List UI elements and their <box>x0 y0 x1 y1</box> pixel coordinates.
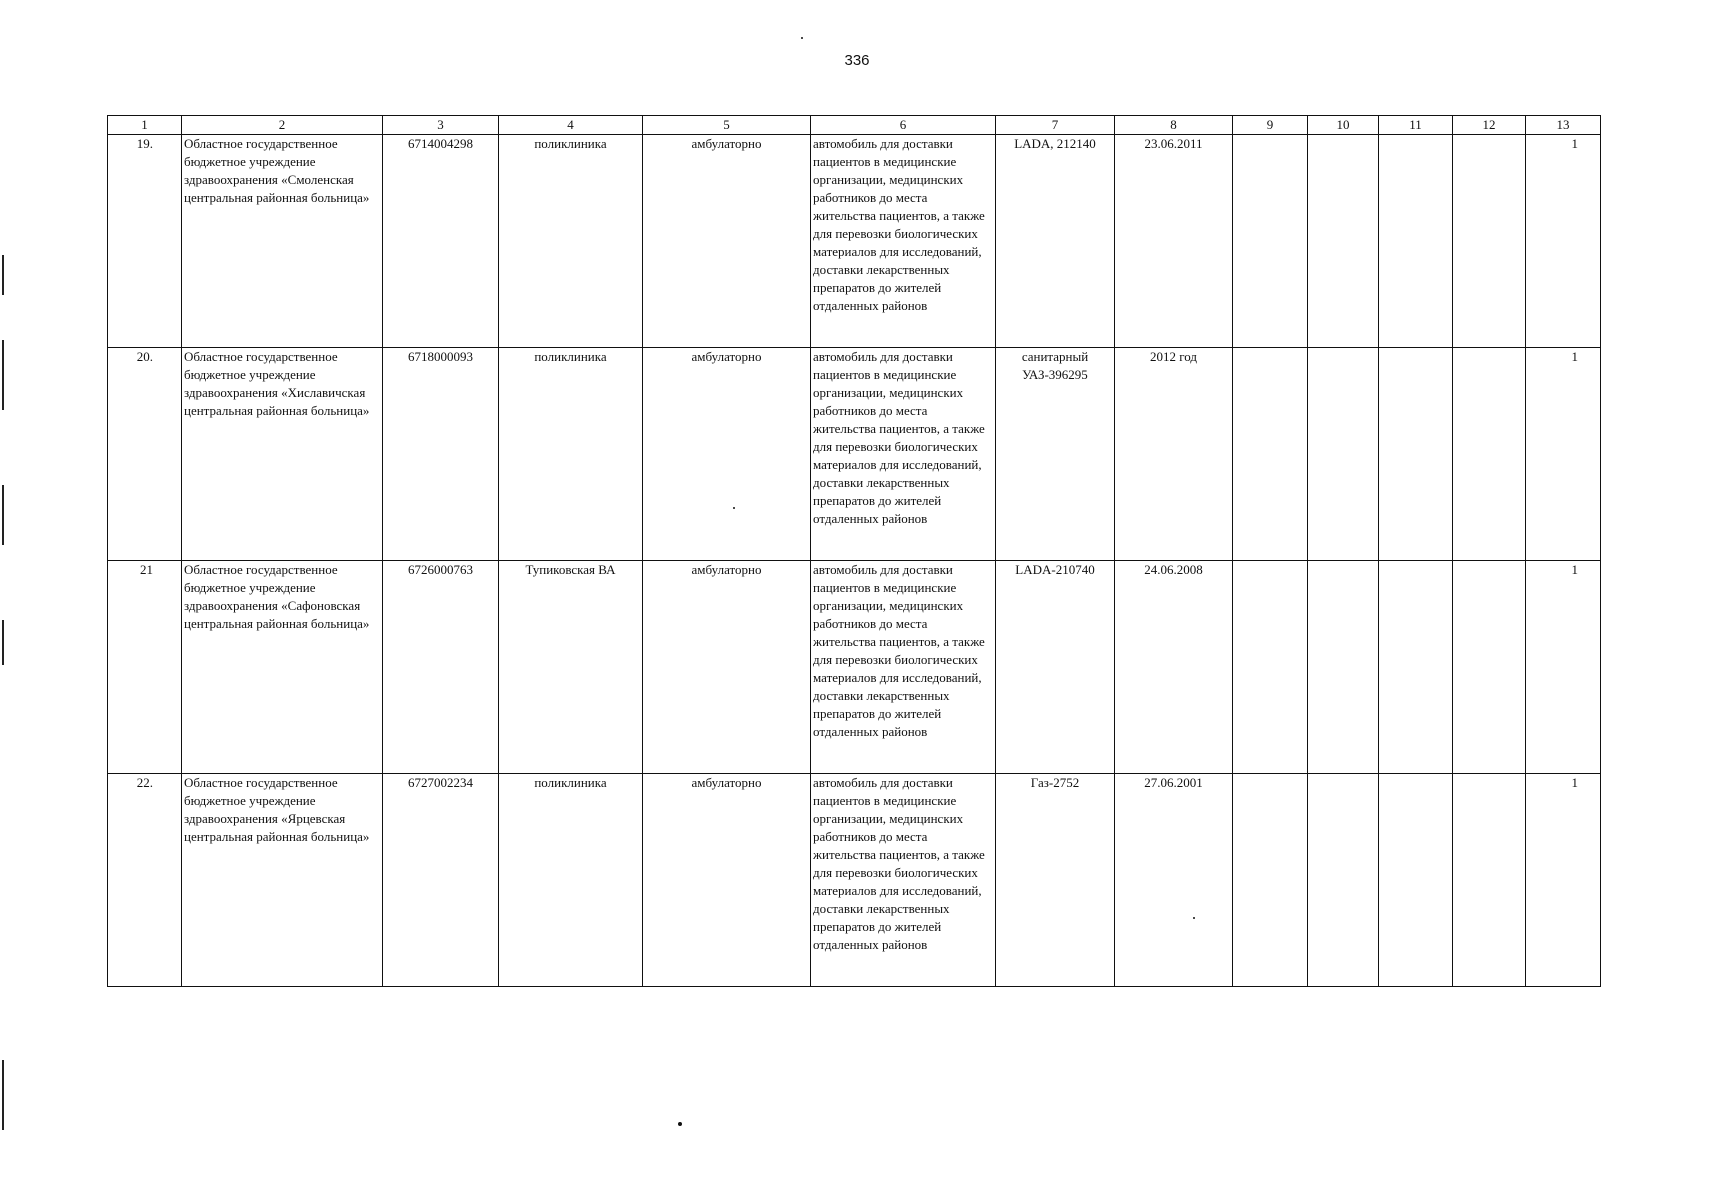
vehicle-count: 1 <box>1526 561 1601 774</box>
scan-edge-mark <box>2 340 4 410</box>
inn-code: 6718000093 <box>383 348 499 561</box>
column-header-10: 10 <box>1308 116 1379 135</box>
column-header-2: 2 <box>182 116 383 135</box>
vehicle-model: LADA, 212140 <box>996 135 1115 348</box>
unit-type: Тупиковская ВА <box>499 561 643 774</box>
column-10-cell <box>1308 348 1379 561</box>
unit-type: поликлиника <box>499 774 643 987</box>
scan-speck <box>678 1122 682 1126</box>
column-11-cell <box>1379 348 1453 561</box>
organization-name: Областное государственное бюджетное учреждение здравоохранения «Сафоновская центральная районная больница» <box>182 561 383 774</box>
scan-edge-mark <box>2 485 4 545</box>
column-12-cell <box>1453 348 1526 561</box>
vehicle-model: LADA-210740 <box>996 561 1115 774</box>
service-mode: амбулаторно <box>643 348 811 561</box>
inn-code: 6727002234 <box>383 774 499 987</box>
vehicle-purpose: автомобиль для доставки пациентов в медицинские организации, медицинских работников до места жительства пациентов, а также для перевозки биологических материалов для исследований, доставки лекарственных препаратов до жителей отдаленных районов <box>811 561 996 774</box>
inn-code: 6726000763 <box>383 561 499 774</box>
organization-name: Областное государственное бюджетное учреждение здравоохранения «Хиславичская центральная районная больница» <box>182 348 383 561</box>
scan-edge-mark <box>2 255 4 295</box>
unit-type: поликлиника <box>499 348 643 561</box>
organization-name: Областное государственное бюджетное учреждение здравоохранения «Ярцевская центральная районная больница» <box>182 774 383 987</box>
column-header-8: 8 <box>1115 116 1233 135</box>
column-header-5: 5 <box>643 116 811 135</box>
column-header-12: 12 <box>1453 116 1526 135</box>
table-row <box>108 135 1601 348</box>
vehicle-model: санитарный УАЗ-396295 <box>996 348 1115 561</box>
service-mode: амбулаторно <box>643 774 811 987</box>
scan-speck <box>801 37 803 39</box>
row-number: 19. <box>108 135 182 348</box>
column-header-13: 13 <box>1526 116 1601 135</box>
table-row <box>108 774 1601 987</box>
inn-code: 6714004298 <box>383 135 499 348</box>
column-header-7: 7 <box>996 116 1115 135</box>
column-9-cell <box>1233 135 1308 348</box>
column-10-cell <box>1308 561 1379 774</box>
vehicle-date: 24.06.2008 <box>1115 561 1233 774</box>
organization-name: Областное государственное бюджетное учреждение здравоохранения «Смоленская центральная районная больница» <box>182 135 383 348</box>
column-header-1: 1 <box>108 116 182 135</box>
column-10-cell <box>1308 135 1379 348</box>
vehicle-purpose: автомобиль для доставки пациентов в медицинские организации, медицинских работников до места жительства пациентов, а также для перевозки биологических материалов для исследований, доставки лекарственных препаратов до жителей отдаленных районов <box>811 774 996 987</box>
column-12-cell <box>1453 774 1526 987</box>
row-number: 20. <box>108 348 182 561</box>
column-12-cell <box>1453 135 1526 348</box>
registry-table <box>107 115 1601 987</box>
column-11-cell <box>1379 135 1453 348</box>
table-row <box>108 561 1601 774</box>
vehicle-count: 1 <box>1526 348 1601 561</box>
column-header-4: 4 <box>499 116 643 135</box>
vehicle-count: 1 <box>1526 135 1601 348</box>
vehicle-purpose: автомобиль для доставки пациентов в медицинские организации, медицинских работников до места жительства пациентов, а также для перевозки биологических материалов для исследований, доставки лекарственных препаратов до жителей отдаленных районов <box>811 135 996 348</box>
vehicle-purpose: автомобиль для доставки пациентов в медицинские организации, медицинских работников до места жительства пациентов, а также для перевозки биологических материалов для исследований, доставки лекарственных препаратов до жителей отдаленных районов <box>811 348 996 561</box>
column-header-9: 9 <box>1233 116 1308 135</box>
vehicle-date: 2012 год <box>1115 348 1233 561</box>
vehicle-count: 1 <box>1526 774 1601 987</box>
column-9-cell <box>1233 561 1308 774</box>
table-row <box>108 348 1601 561</box>
column-number-row <box>108 116 1601 135</box>
row-number: 22. <box>108 774 182 987</box>
scan-edge-mark <box>2 620 4 665</box>
column-11-cell <box>1379 774 1453 987</box>
column-9-cell <box>1233 774 1308 987</box>
vehicle-model: Газ-2752 <box>996 774 1115 987</box>
column-header-3: 3 <box>383 116 499 135</box>
service-mode: амбулаторно <box>643 561 811 774</box>
service-mode: амбулаторно <box>643 135 811 348</box>
column-12-cell <box>1453 561 1526 774</box>
unit-type: поликлиника <box>499 135 643 348</box>
vehicle-date: 27.06.2001 <box>1115 774 1233 987</box>
column-9-cell <box>1233 348 1308 561</box>
column-11-cell <box>1379 561 1453 774</box>
column-header-6: 6 <box>811 116 996 135</box>
scan-edge-mark <box>2 1060 4 1130</box>
page-number: 336 <box>844 52 870 69</box>
row-number: 21 <box>108 561 182 774</box>
column-10-cell <box>1308 774 1379 987</box>
vehicle-date: 23.06.2011 <box>1115 135 1233 348</box>
column-header-11: 11 <box>1379 116 1453 135</box>
